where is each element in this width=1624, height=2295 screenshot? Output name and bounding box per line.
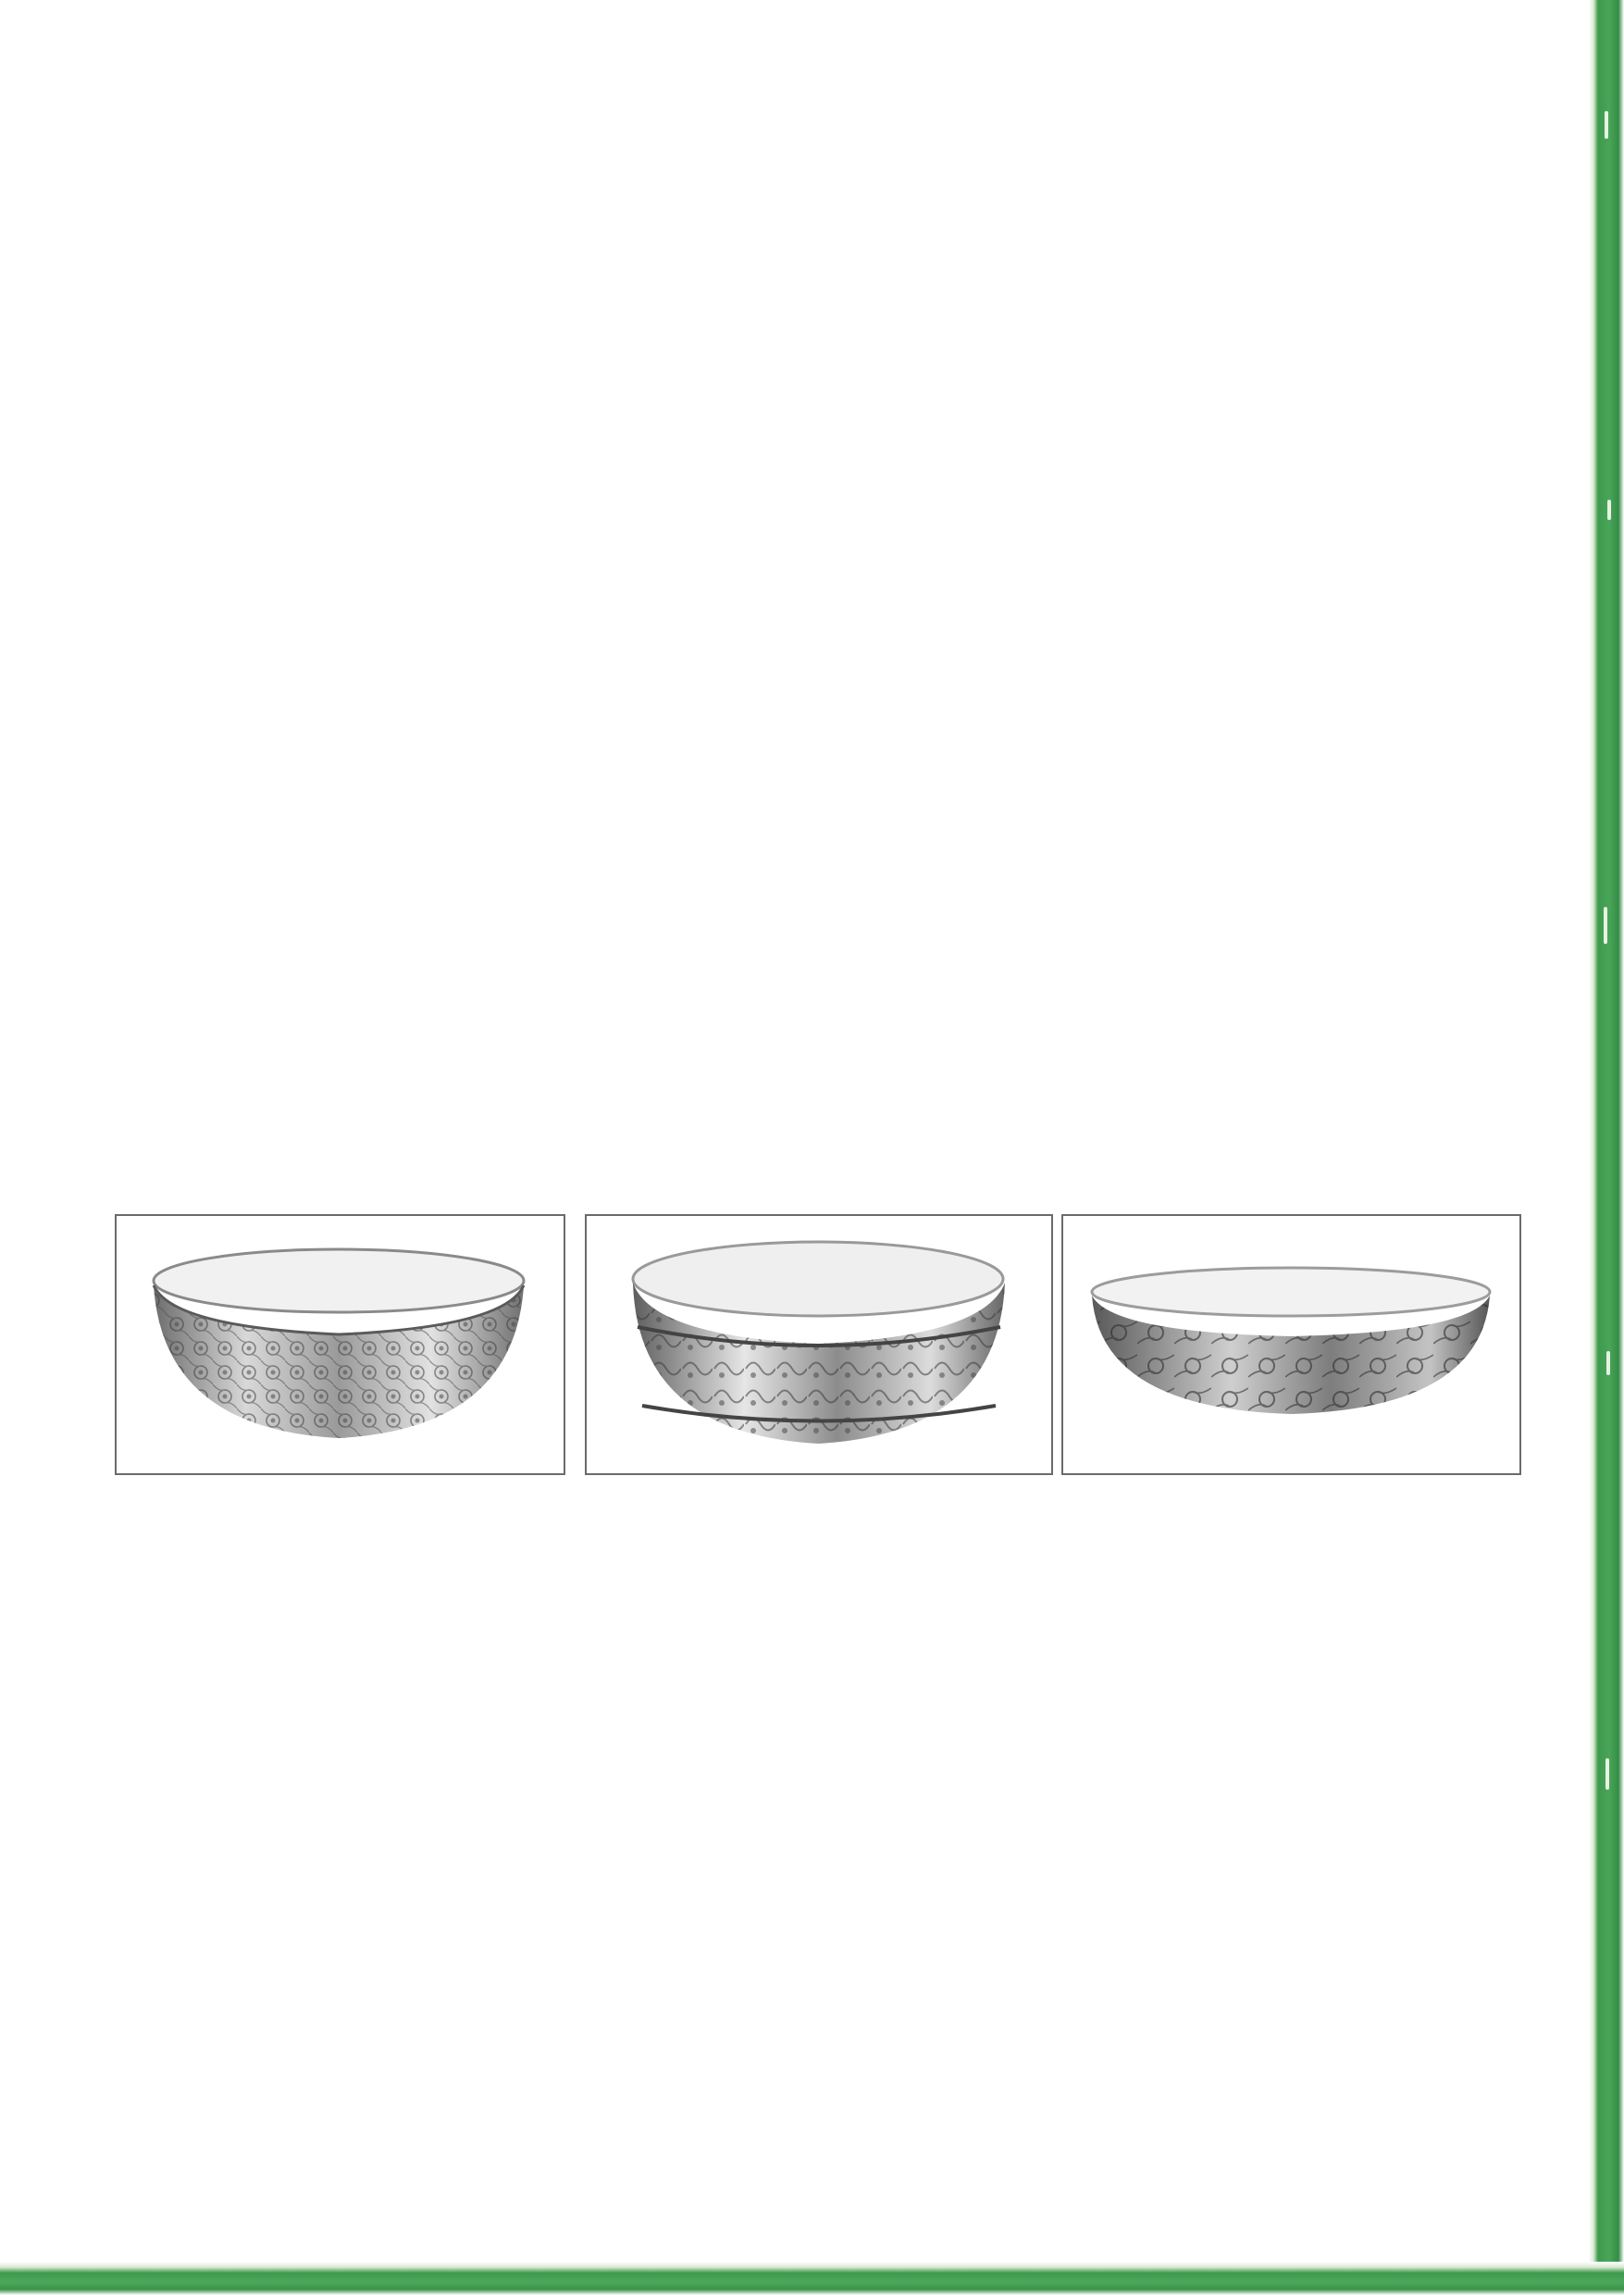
embossed-cuff-bracelet-image xyxy=(587,1216,1051,1473)
bracelet-photo-1 xyxy=(115,1214,565,1475)
bracelet-photo-3 xyxy=(1061,1214,1521,1475)
bracelet-photo-2 xyxy=(585,1214,1053,1475)
green-page-frame-bottom xyxy=(0,2262,1624,2295)
bracelet-photo-strip xyxy=(115,1214,1521,1475)
wide-cuff-bracelet-image xyxy=(117,1216,564,1473)
green-page-frame-right xyxy=(1589,0,1624,2295)
narrow-cuff-bracelet-image xyxy=(1063,1216,1519,1473)
